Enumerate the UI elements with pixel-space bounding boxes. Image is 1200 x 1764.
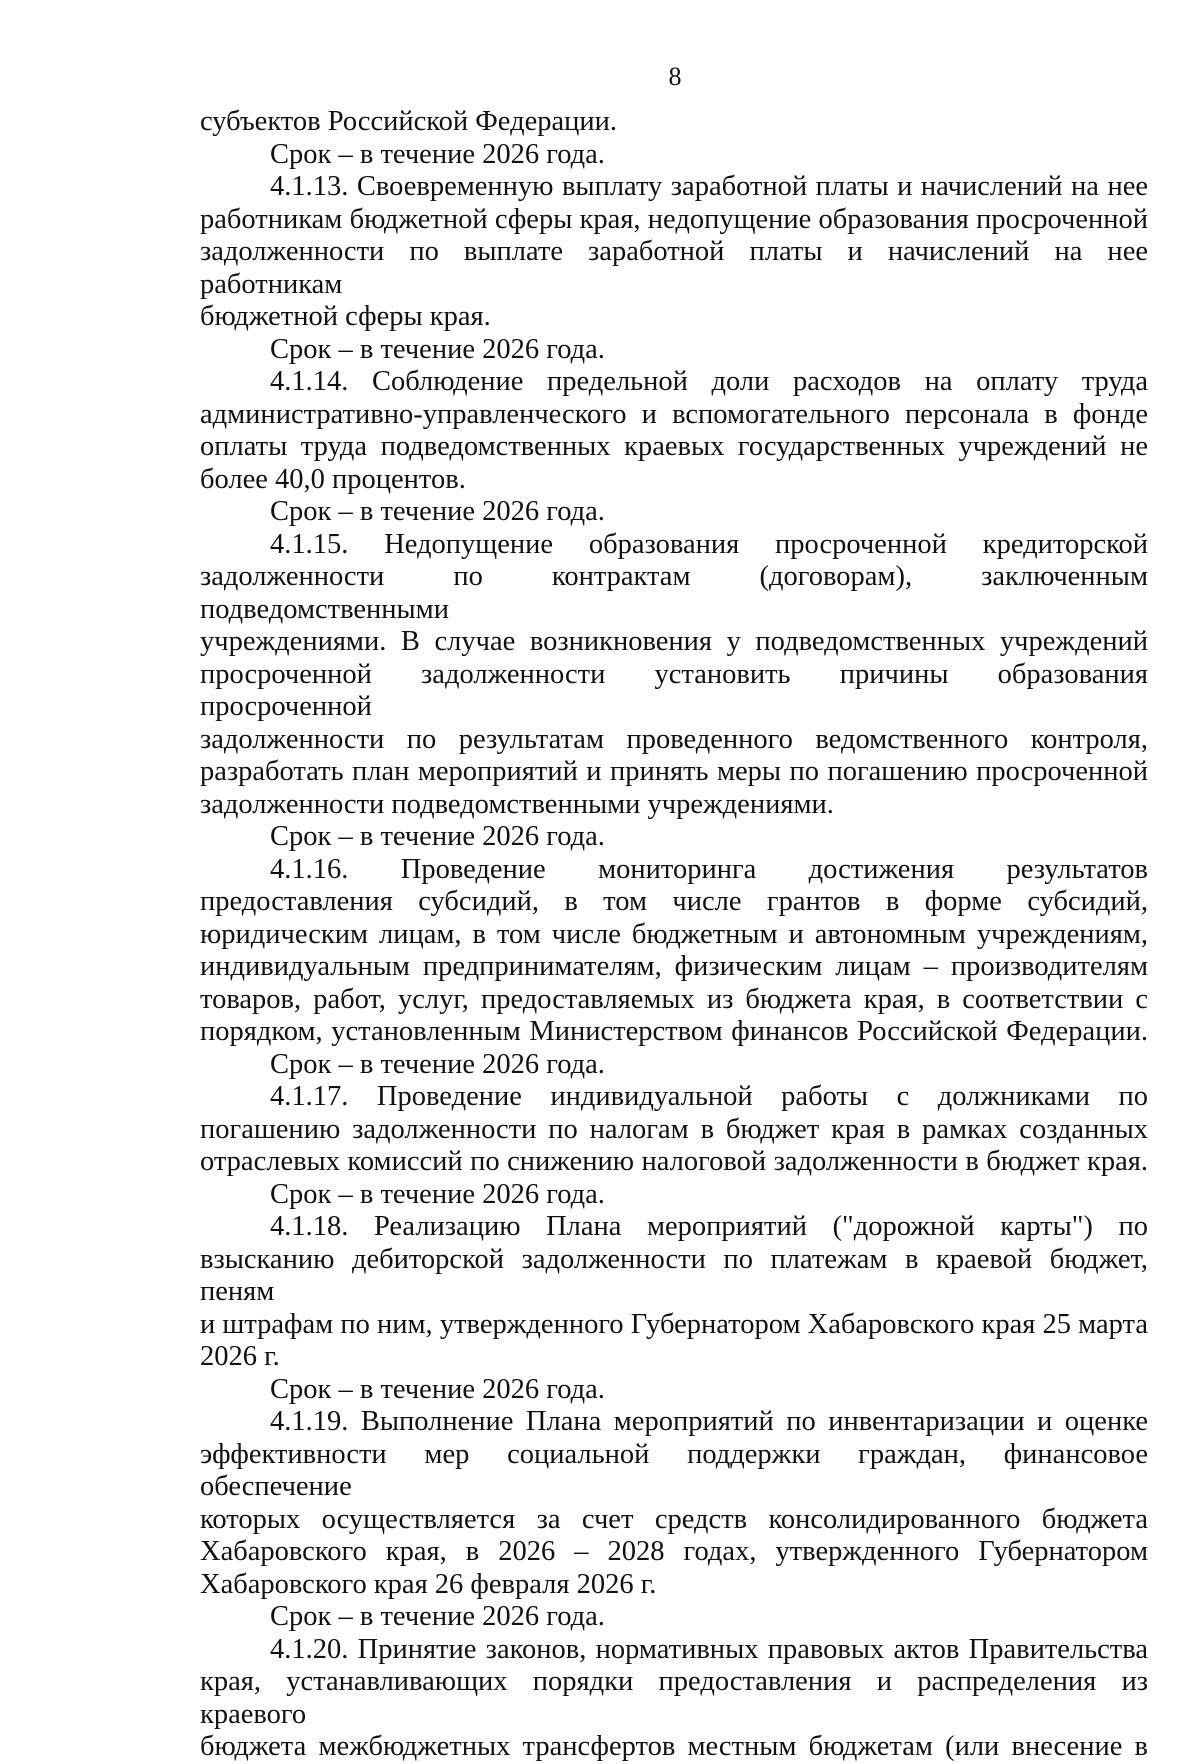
text-line: субъектов Российской Федерации.	[200, 106, 618, 137]
text-line: Срок – в течение 2026 года.	[270, 496, 605, 527]
text-line: 4.1.16. Проведение мониторинга достижения результатов	[270, 853, 1148, 885]
text-line: учреждениями. В случае возникновения у подведомственных учреждений	[200, 626, 1148, 657]
text-line: Хабаровского края, в 2026 – 2028 годах, утвержденного Губернатором	[200, 1536, 1148, 1567]
text-line: товаров, работ, услуг, предоставляемых из бюджета края, в соответствии с	[200, 983, 1148, 1015]
text-line: юридическим лицам, в том числе бюджетным и автономным учреждениям,	[200, 918, 1148, 950]
text-line: порядком, установленным Министерством финансов Российской Федерации.	[200, 1016, 1148, 1047]
document-body	[200, 106, 1148, 1764]
text-line: задолженности по выплате заработной платы и начислений на нее работникам	[200, 236, 1148, 300]
text-line: которых осуществляется за счет средств консолидированного бюджета	[200, 1503, 1148, 1535]
text-line: оплаты труда подведомственных краевых государственных учреждений не	[200, 431, 1148, 462]
text-line: края, устанавливающих порядки предоставления и распределения из краевого	[200, 1666, 1148, 1730]
text-line: индивидуальным предпринимателям, физическим лицам – производителям	[200, 951, 1148, 982]
text-line: эффективности мер социальной поддержки граждан, финансовое обеспечение	[200, 1438, 1148, 1502]
text-line: Срок – в течение 2026 года.	[270, 333, 605, 365]
text-line: разработать план мероприятий и принять меры по погашению просроченной	[200, 756, 1148, 787]
text-line: бюджетной сферы края.	[200, 301, 491, 332]
text-line: предоставления субсидий, в том числе грантов в форме субсидий,	[200, 886, 1148, 917]
text-line: отраслевых комиссий по снижению налоговой задолженности в бюджет края.	[200, 1146, 1148, 1177]
text-line: и штрафам по ним, утвержденного Губернатором Хабаровского края 25 марта	[200, 1308, 1148, 1340]
text-line: задолженности по контрактам (договорам), заключенным подведомственными	[200, 561, 1148, 625]
text-line: Срок – в течение 2026 года.	[270, 1373, 605, 1405]
text-line: работникам бюджетной сферы края, недопущение образования просроченной	[200, 203, 1148, 235]
text-line: 4.1.18. Реализацию Плана мероприятий ("дорожной карты") по	[270, 1211, 1148, 1242]
text-line: взысканию дебиторской задолженности по платежам в краевой бюджет, пеням	[200, 1243, 1148, 1307]
text-line: Срок – в течение 2026 года.	[270, 138, 605, 170]
text-line: Срок – в течение 2026 года.	[270, 1048, 605, 1080]
text-line: Срок – в течение 2026 года.	[270, 821, 605, 852]
text-line: задолженности подведомственными учреждениями.	[200, 788, 834, 820]
text-line: Хабаровского края 26 февраля 2026 г.	[200, 1568, 657, 1600]
text-line: 2026 г.	[200, 1341, 280, 1372]
text-line: Срок – в течение 2026 года.	[270, 1601, 605, 1632]
text-line: 4.1.14. Соблюдение предельной доли расходов на оплату труда	[270, 366, 1148, 397]
text-line: погашению задолженности по налогам в бюджет края в рамках созданных	[200, 1113, 1148, 1145]
text-line: бюджета межбюджетных трансфертов местным бюджетам (или внесение в	[200, 1731, 1148, 1762]
text-line: 4.1.13. Своевременную выплату заработной платы и начислений на нее	[270, 171, 1148, 202]
text-line: 4.1.15. Недопущение образования просроченной кредиторской	[270, 528, 1148, 560]
text-line: административно-управленческого и вспомогательного персонала в фонде	[200, 398, 1148, 430]
text-line: просроченной задолженности установить причины образования просроченной	[200, 658, 1148, 722]
page-number: 8	[668, 62, 682, 91]
text-line: 4.1.20. Принятие законов, нормативных правовых актов Правительства	[270, 1633, 1148, 1665]
text-line: 4.1.17. Проведение индивидуальной работы с должниками по	[270, 1081, 1148, 1112]
text-line: более 40,0 процентов.	[200, 463, 466, 495]
text-line: 4.1.19. Выполнение Плана мероприятий по инвентаризации и оценке	[270, 1406, 1148, 1437]
text-line: задолженности по результатам проведенного ведомственного контроля,	[200, 723, 1148, 755]
text-line: Срок – в течение 2026 года.	[270, 1178, 605, 1210]
